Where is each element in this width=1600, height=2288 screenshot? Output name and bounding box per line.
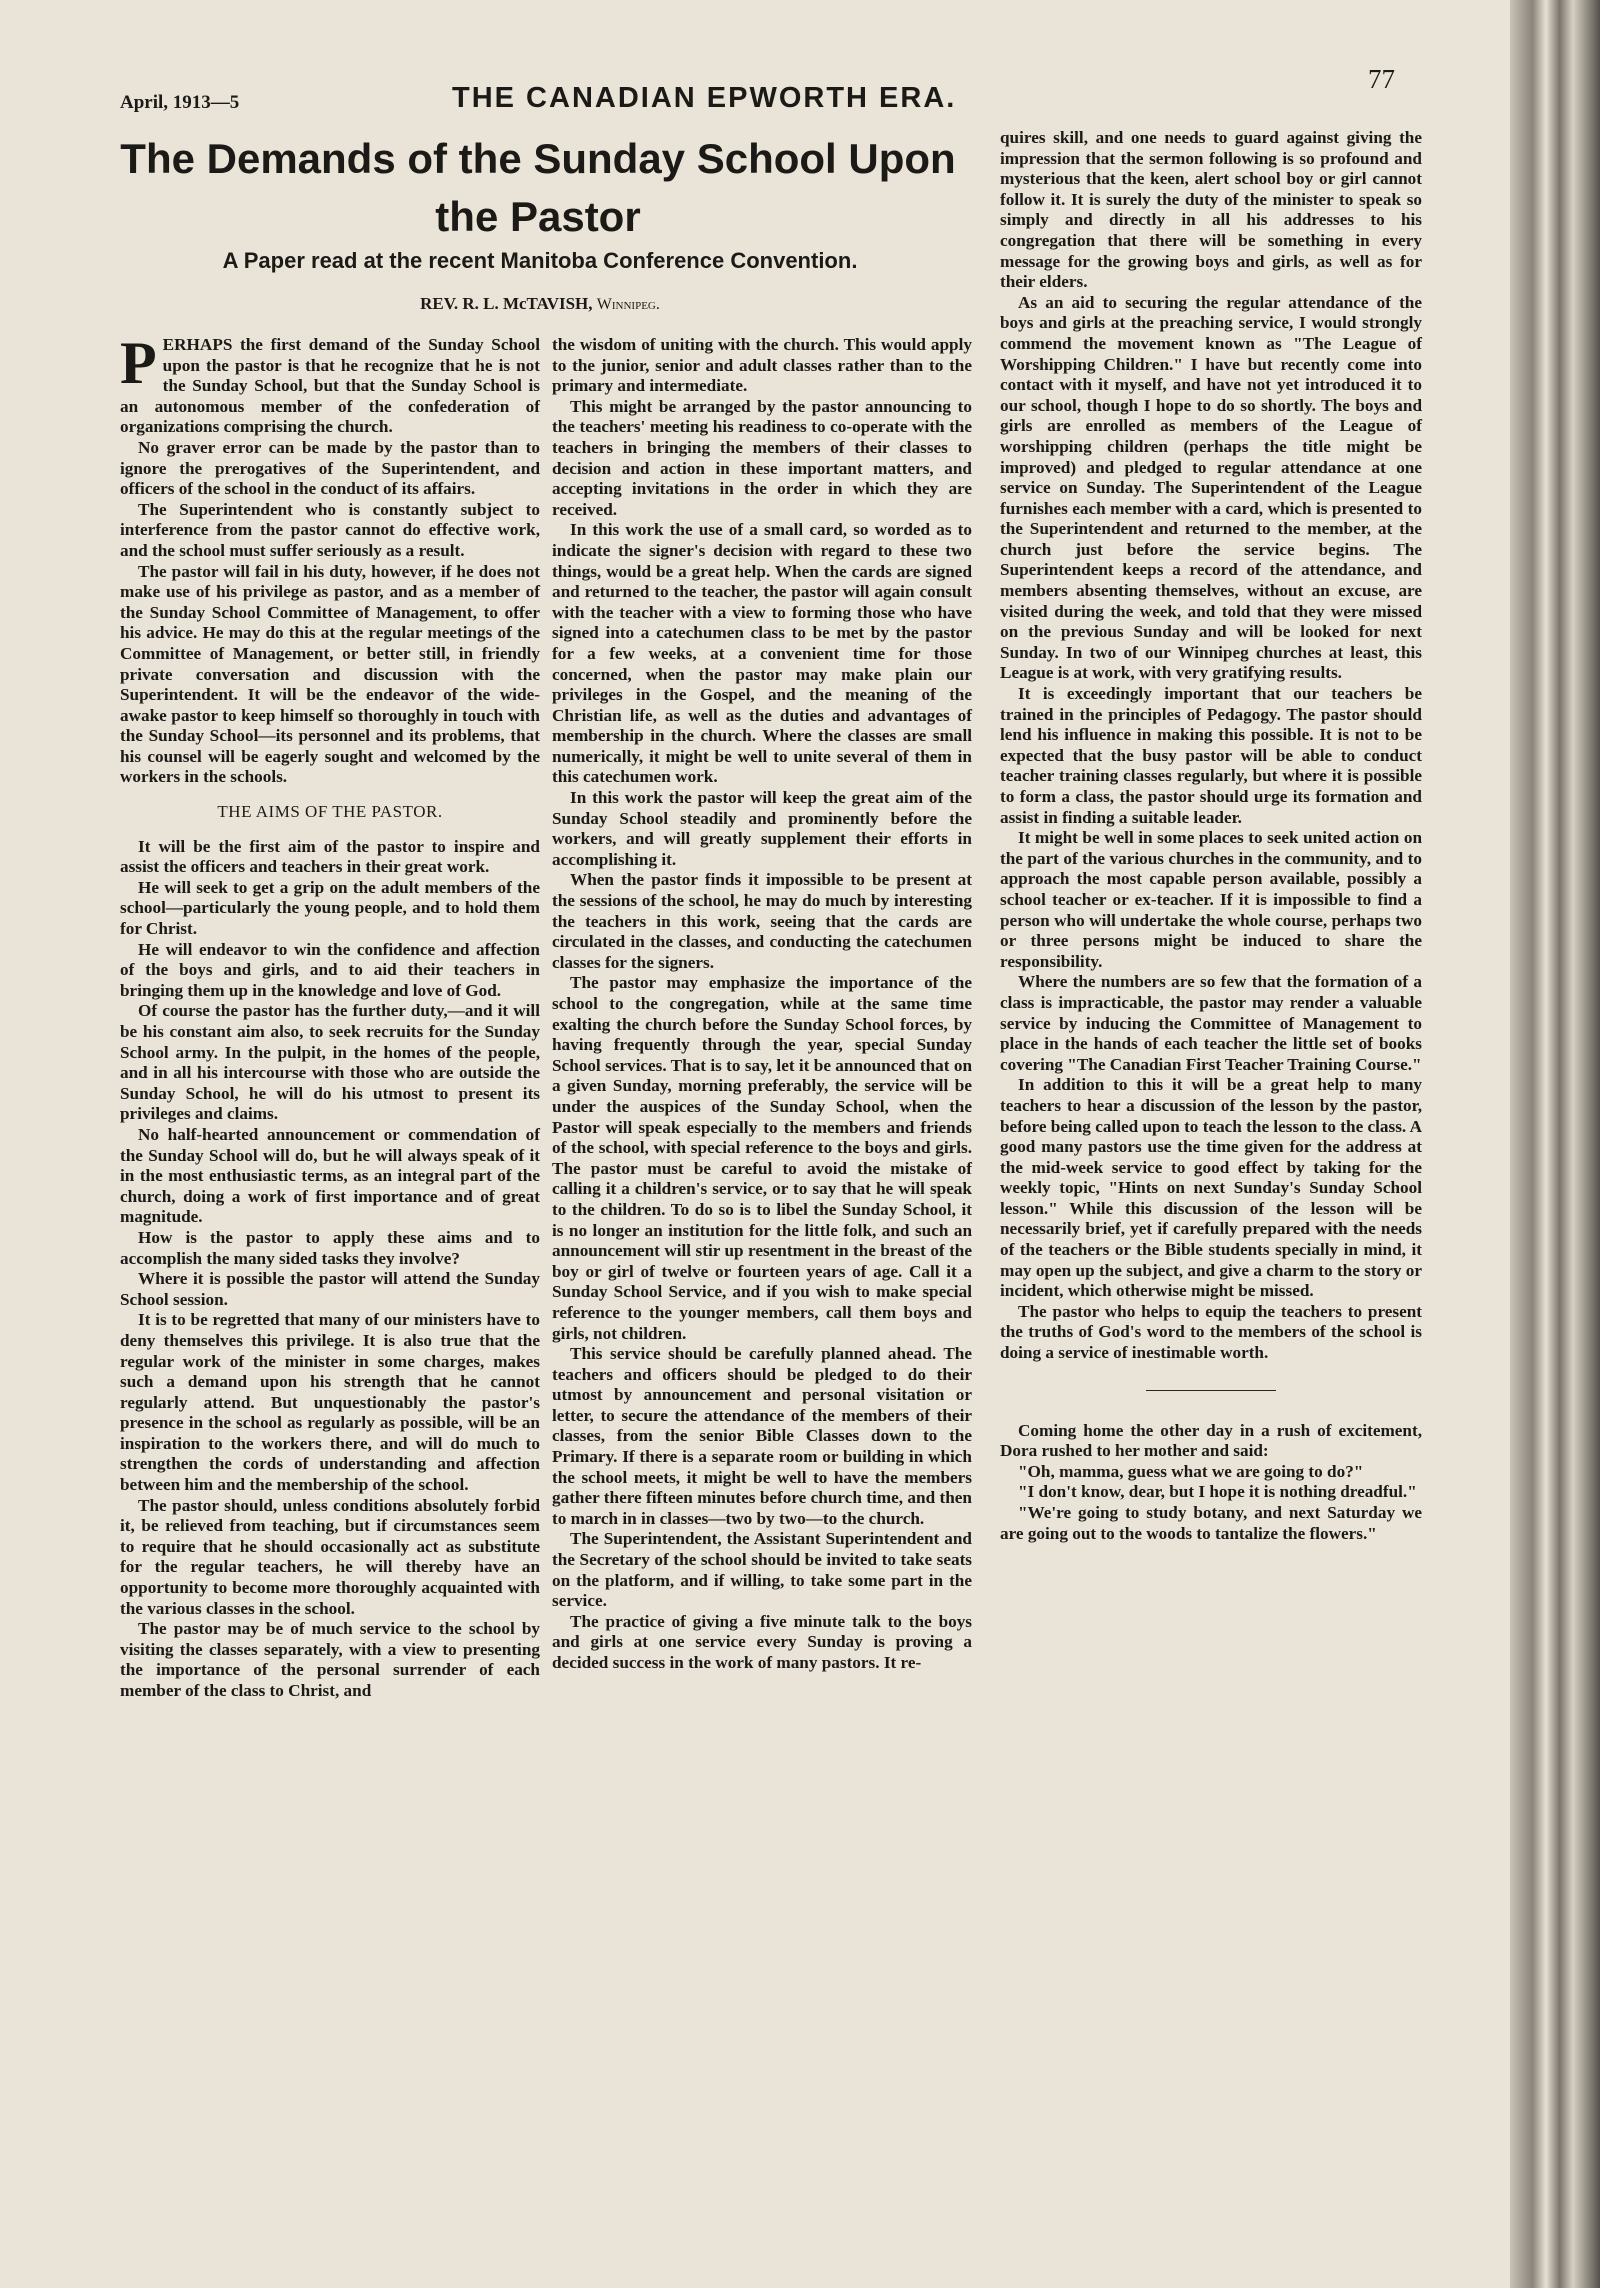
article-column-1 <box>120 330 540 1702</box>
paragraph: Where it is possible the pastor will attend the Sunday School session. <box>120 1269 540 1309</box>
paragraph: In addition to this it will be a great help to many teachers to hear a discussion of the lesson by the pastor, before being called upon to teach the lesson to the class. A good many pastors use the time given for the address at the mid-week service to good effect by taking for the weekly topic, "Hints on next Sunday's Sunday School lesson." While this discussion of the lesson will be necessarily brief, yet if carefully prepared with the needs of the teachers or the Bible students specially in mind, it may open up the subject, and give a charm to the story or incident, which otherwise might be missed. <box>1000 1075 1422 1301</box>
paragraph: This service should be carefully planned ahead. The teachers and officers should be pledged to do their utmost by announcement and personal visitation or letter, to secure the attendance of the members of their classes, from the senior Bible Classes down to the Primary. If there is a separate room or building in which the school meets, it might be well to have the members gather there fifteen minutes before church time, and then to march in in classes—two by two—to the church. <box>552 1344 972 1528</box>
paragraph: Of course the pastor has the further duty,—and it will be his constant aim also, to seek recruits for the Sunday School army. In the pulpit, in the homes of the people, and in all his intercourse with those who are outside the Sunday School, he will do his utmost to present its privileges and claims. <box>120 1001 540 1124</box>
paragraph: It is exceedingly important that our teachers be trained in the principles of Pedagogy. The pastor should lend his influence in making this possible. It is not to be expected that the busy pastor will be able to conduct teacher training classes regularly, but where it is possible to form a class, the pastor should urge its formation and assist in finding a suitable leader. <box>1000 684 1422 827</box>
paragraph: The Superintendent who is constantly subject to interference from the pastor cannot do effective work, and the school must suffer seriously as a result. <box>120 499 540 560</box>
paragraph: The pastor should, unless conditions absolutely forbid it, be relieved from teaching, but if circumstances seem to require that he should occasionally act as substitute for the regular teachers, he will thereby have an opportunity to become more thoroughly acquainted with the various classes in the school. <box>120 1495 540 1618</box>
paragraph: No half-hearted announcement or commendation of the Sunday School will do, but he will always speak of it in the most enthusiastic terms, as an integral part of the church, doing a work of first importance and of great magnitude. <box>120 1124 540 1227</box>
paragraph: The Superintendent, the Assistant Superintendent and the Secretary of the school should be invited to take seats on the platform, and if willing, to take some part in the service. <box>552 1529 972 1611</box>
paragraph: The pastor will fail in his duty, however, if he does not make use of his privilege as pastor, and as a member of the Sunday School Committee of Management, to offer his advice. He may do this at the regular meetings of the Committee of Management, or better still, in friendly private conversation and discussion with the Superintendent. It will be the endeavor of the wide-awake pastor to keep himself so thoroughly in touch with the Sunday School—its personnel and its problems, that his counsel will be eagerly sought and welcomed by the workers in the schools. <box>120 561 540 787</box>
paragraph: How is the pastor to apply these aims and to accomplish the many sided tasks they involve? <box>120 1227 540 1268</box>
paragraph: He will endeavor to win the confidence and affection of the boys and girls, and to aid their teachers in bringing them up in the knowledge and love of God. <box>120 939 540 1000</box>
author-location: Winnipeg. <box>596 296 660 313</box>
drop-cap: P <box>120 330 157 396</box>
paragraph: This might be arranged by the pastor announcing to the teachers' meeting his readiness to co-operate with the teachers in bringing the members of their classes to decision and action in these important matters, and accepting invitations in the order in which they are received. <box>552 396 972 519</box>
paragraph: The pastor may emphasize the importance of the school to the congregation, while at the same time exalting the church before the Sunday School forces, by having frequently through the year, special Sunday School services. That is to say, let it be announced that on a given Sunday, morning preferably, the service will be under the auspices of the Sunday School, when the Pastor will speak especially to the members and friends of the school, with special reference to the boys and girls. The pastor must be careful to avoid the mistake of calling it a children's service, or to say that he will speak to the children. To do so is to libel the Sunday School, it is no longer an institution for the little folk, and such an announcement will stir up resentment in the breast of the boy or girl of twelve or fourteen years of age. Call it a Sunday School Service, and if you wish to make special reference to the younger members, call them boys and girls, not children. <box>552 973 972 1343</box>
title-line-1: The Demands of the Sunday School Upon <box>120 135 956 182</box>
paragraph: It might be well in some places to seek united action on the part of the various churches in the community, and to approach the most capable person available, possibly a school teacher or ex-teacher. If it is impossible to find a person who will undertake the whole course, perhaps two or three persons might be induced to share the responsibility. <box>1000 828 1422 971</box>
title-line-2: the Pastor <box>435 193 641 240</box>
article-title <box>88 130 988 246</box>
section-divider <box>1146 1390 1276 1391</box>
author-name: REV. R. L. McTAVISH, <box>420 294 593 313</box>
paragraph: It will be the first aim of the pastor to inspire and assist the officers and teachers in their great work. <box>120 836 540 877</box>
author-byline <box>110 294 970 314</box>
paragraph: quires skill, and one needs to guard against giving the impression that the sermon following is so profound and mysterious that the keen, alert school boy or girl cannot follow it. It is surely the duty of the minister to speak so simply and directly in all his addresses to his congregation that there will be something in every message for the growing boys and girls, as well as for their elders. <box>1000 128 1422 292</box>
paragraph: In this work the use of a small card, so worded as to indicate the signer's decision with regard to these two things, would be a great help. When the cards are signed and returned to the teacher, the pastor will again consult with the teacher with a view to forming those who have signed into a catechumen class to be met by the pastor for a few weeks, at a convenient time for those concerned, when the pastor may make plain our privileges in the Gospel, and the meaning of the Christian life, as well as the duties and advantages of membership in the church. Where the classes are small numerically, it might be well to unite several of them in this catechumen work. <box>552 520 972 787</box>
book-binding-edge <box>1510 0 1600 2288</box>
paragraph: the wisdom of uniting with the church. This would apply to the junior, senior and adult classes rather than to the primary and intermediate. <box>552 335 972 396</box>
paragraph: No graver error can be made by the pastor than to ignore the prerogatives of the Superintendent, and officers of the school in the conduct of its affairs. <box>120 437 540 499</box>
paragraph: It is to be regretted that many of our ministers have to deny themselves this privilege. It is also true that the regular work of the minister in some charges, makes such a demand upon his strength that he cannot regularly attend. But unquestionably the pastor's presence in the school as regularly as possible, will be an inspiration to the workers there, and will do much to strengthen the cords of understanding and affection between him and the membership of the school. <box>120 1310 540 1495</box>
paragraph: The pastor may be of much service to the school by visiting the classes separately, with a view to presenting the importance of the personal surrender of each member of the class to Christ, and <box>120 1619 540 1700</box>
section-heading: THE AIMS OF THE PASTOR. <box>217 802 443 822</box>
anecdote-paragraph: "I don't know, dear, but I hope it is nothing dreadful." <box>1018 1482 1417 1502</box>
paragraph: He will seek to get a grip on the adult members of the school—particularly the young people, and to hold them for Christ. <box>120 877 540 939</box>
anecdote-paragraph: "Oh, mamma, guess what we are going to do?" <box>1018 1461 1364 1481</box>
page-number: 77 <box>1368 64 1395 94</box>
paragraph: In this work the pastor will keep the great aim of the Sunday School steadily and prominently before the workers, and will greatly supplement their efforts in accomplishing it. <box>552 788 972 869</box>
paragraph: When the pastor finds it impossible to be present at the sessions of the school, he may do much by interesting the teachers in this work, seeing that the cards are circulated in the classes, and conducting the catechumen classes for the signers. <box>552 870 972 972</box>
article-column-2 <box>552 335 972 1674</box>
anecdote-paragraph: Coming home the other day in a rush of excitement, Dora rushed to her mother and said: <box>1000 1420 1422 1461</box>
masthead: THE CANADIAN EPWORTH ERA. <box>452 82 957 114</box>
article-subtitle: A Paper read at the recent Manitoba Conference Convention. <box>222 248 858 273</box>
anecdote-paragraph: "We're going to study botany, and next Saturday we are going out to the woods to tantalize the flowers." <box>1000 1503 1422 1543</box>
paragraph: The practice of giving a five minute talk to the boys and girls at one service every Sunday is proving a decided success in the work of many pastors. It re- <box>552 1611 972 1672</box>
paragraph: PERHAPS the first demand of the Sunday School upon the pastor is that he recognize that he is not the Sunday School, but that the Sunday School is an autonomous member of the confederation of organizations comprising the church. <box>120 330 540 437</box>
paragraph: Where the numbers are so few that the formation of a class is impracticable, the pastor may render a valuable service by inducing the Committee of Management to place in the hands of each teacher the little set of books covering "The Canadian First Teacher Training Course." <box>1000 972 1422 1074</box>
article-column-3 <box>1000 128 1422 1544</box>
paragraph: The pastor who helps to equip the teachers to present the truths of God's word to the members of the school is doing a service of inestimable worth. <box>1000 1301 1422 1363</box>
paragraph: As an aid to securing the regular attendance of the boys and girls at the preaching service, I would strongly commend the movement known as "The League of Worshipping Children." I have but recently come into contact with it myself, and have not yet introduced it to our school, though I hope to do so shortly. The boys and girls are enrolled as members of the League of worshipping children (perhaps the title might be improved) and pledged to regular attendance at one service on Sunday. The Superintendent of the League furnishes each member with a card, which is presented to the Superintendent and returned to the member, at the church just before the service begins. The Superintendent keeps a record of the attendance, and members absenting themselves, without an excuse, are visited during the week, and told that they were missed on the previous Sunday and will be looked for next Sunday. In two of our Winnipeg churches at least, this League is at work, with very gratifying results. <box>1000 292 1422 683</box>
issue-date: April, 1913—5 <box>120 92 240 113</box>
